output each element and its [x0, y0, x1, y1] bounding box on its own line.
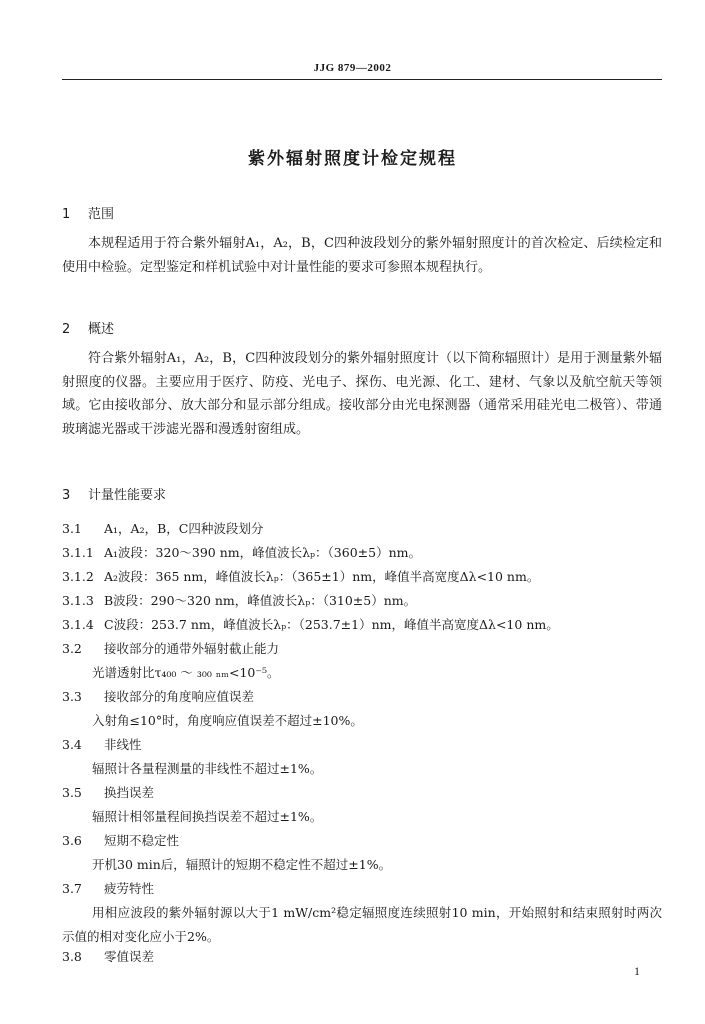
clause-3-7-detail: 用相应波段的紫外辐射源以大于1 mW/cm²稳定辐照度连续照射10 min，开始照射和结束照射时两次示值的相对变化应小于2%。 — [62, 905, 662, 944]
clause-text: B波段：290～320 nm，峰值波长λₚ：（310±5）nm。 — [104, 593, 417, 608]
header-rule — [62, 79, 662, 80]
clause-text: A₁，A₂，B，C四种波段划分 — [104, 521, 264, 536]
clause-number: 3.1.4 — [62, 617, 94, 632]
clause-number: 3.1.3 — [62, 593, 94, 608]
document-code-header: JJG 879—2002 — [313, 62, 392, 74]
clause-3-6-detail: 开机30 min后，辐照计的短期不稳定性不超过±1%。 — [92, 857, 392, 872]
section-number: 1 — [62, 207, 71, 222]
clause-text: 接收部分的通带外辐射截止能力 — [104, 641, 280, 656]
clause-3-1 — [62, 519, 263, 537]
section-title: 范围 — [88, 207, 115, 222]
clause-3-8 — [62, 947, 154, 965]
clause-text: 接收部分的角度响应值误差 — [104, 689, 255, 704]
section-number: 2 — [62, 322, 71, 337]
clause-3-4 — [62, 735, 142, 753]
section-2-heading — [62, 318, 114, 337]
clause-text: 非线性 — [104, 737, 142, 752]
section-number: 3 — [62, 488, 71, 503]
clause-3-2 — [62, 639, 279, 657]
clause-number: 3.7 — [62, 881, 82, 896]
clause-text: 零值误差 — [104, 949, 155, 964]
section-1-heading — [62, 203, 114, 222]
clause-number: 3.6 — [62, 833, 82, 848]
clause-number: 3.1 — [62, 521, 82, 536]
clause-3-6 — [62, 831, 179, 849]
clause-number: 3.1.1 — [62, 545, 94, 560]
clause-3-3-detail: 入射角≤10°时，角度响应值误差不超过±10%。 — [92, 713, 363, 728]
clause-3-5 — [62, 783, 154, 801]
section-2-body: 符合紫外辐射A₁，A₂，B，C四种波段划分的紫外辐射照度计（以下简称辐照计）是用于测量紫外辐射照度的仪器。主要应用于医疗、防疫、光电子、探伤、电光源、化工、建材、气象以及航空航天等领域。它由接收部分、放大部分和显示部分组成。接收部分由光电探测器（通常采用硅光电二极管）、带通玻璃滤光器或干涉滤光器和漫透射窗组成。 — [62, 351, 662, 437]
clause-3-1-2 — [62, 567, 539, 585]
clause-3-3 — [62, 687, 254, 705]
clause-3-4-detail: 辐照计各量程测量的非线性不超过±1%。 — [92, 761, 323, 776]
page-number: 1 — [634, 964, 640, 978]
clause-text: A₂波段：365 nm，峰值波长λₚ：（365±1）nm，峰值半高宽度Δλ<10 nm。 — [104, 569, 540, 584]
clause-3-7 — [62, 879, 154, 897]
section-title: 计量性能要求 — [88, 488, 167, 503]
clause-3-1-4 — [62, 615, 559, 633]
clause-number: 3.1.2 — [62, 569, 94, 584]
page-title: 紫外辐射照度计检定规程 — [248, 149, 457, 169]
clause-3-5-detail: 辐照计相邻量程间换挡误差不超过±1%。 — [92, 809, 323, 824]
clause-3-1-1 — [62, 543, 421, 561]
section-1-body: 本规程适用于符合紫外辐射A₁，A₂，B，C四种波段划分的紫外辐射照度计的首次检定、后续检定和使用中检验。定型鉴定和样机试验中对计量性能的要求可参照本规程执行。 — [62, 236, 662, 275]
section-3-heading — [62, 484, 166, 503]
clause-text: C波段：253.7 nm，峰值波长λₚ：（253.7±1）nm，峰值半高宽度Δλ<10 nm。 — [104, 617, 559, 632]
clause-text: A₁波段：320～390 nm，峰值波长λₚ：（360±5）nm。 — [104, 545, 421, 560]
clause-3-2-detail: 光谱透射比τ₄₀₀ ～ ₃₀₀ ₙₘ<10⁻⁵。 — [92, 665, 280, 680]
clause-number: 3.2 — [62, 641, 82, 656]
clause-text: 短期不稳定性 — [104, 833, 180, 848]
clause-3-1-3 — [62, 591, 416, 609]
clause-number: 3.8 — [62, 949, 82, 964]
clause-number: 3.5 — [62, 785, 82, 800]
clause-text: 换挡误差 — [104, 785, 155, 800]
clause-number: 3.4 — [62, 737, 82, 752]
clause-number: 3.3 — [62, 689, 82, 704]
clause-text: 疲劳特性 — [104, 881, 155, 896]
section-title: 概述 — [88, 322, 115, 337]
